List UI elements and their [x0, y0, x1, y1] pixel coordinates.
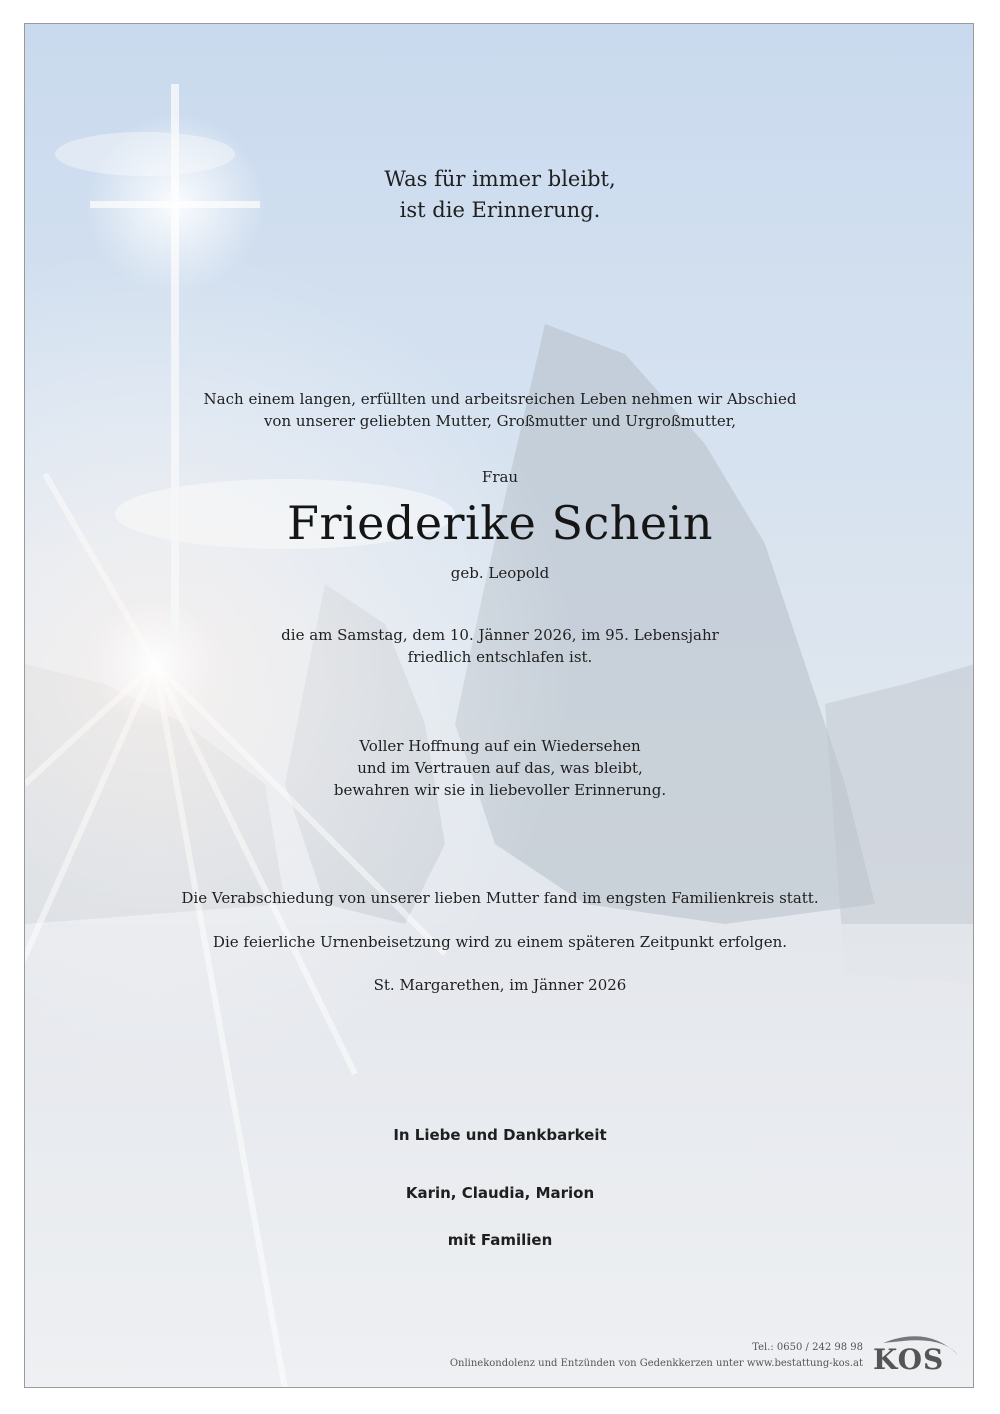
intro-text [25, 388, 974, 432]
urn-notice: Die feierliche Urnenbeisetzung wird zu einem späteren Zeitpunkt erfolgen. [212, 933, 788, 951]
death-notice [25, 624, 974, 668]
quote-line-2: ist die Erinnerung. [399, 198, 601, 222]
place-date: St. Margarethen, im Jänner 2026 [373, 976, 627, 994]
obituary-card [24, 23, 974, 1388]
farewell-notice: Die Verabschiedung von unserer lieben Mutter fand im engsten Familienkreis statt. [181, 889, 819, 907]
quote-line-1: Was für immer bleibt, [384, 167, 616, 191]
memorial-quote [25, 164, 974, 226]
deceased-name: Friederike Schein [287, 496, 713, 550]
death-line-1: die am Samstag, dem 10. Jänner 2026, im 95. Lebensjahr [281, 626, 719, 644]
intro-line-1: Nach einem langen, erfüllten und arbeitsreichen Leben nehmen wir Abschied [203, 390, 797, 408]
death-line-2: friedlich entschlafen ist. [407, 648, 593, 666]
signature-family: mit Familien [447, 1231, 553, 1249]
hope-line-3: bewahren wir sie in liebevoller Erinnerung. [333, 781, 667, 799]
signature-names: Karin, Claudia, Marion [405, 1184, 595, 1202]
hope-verse [25, 735, 974, 801]
contact-phone: Tel.: 0650 / 242 98 98 [752, 1342, 863, 1353]
hope-line-2: und im Vertrauen auf das, was bleibt, [357, 759, 643, 777]
online-condolence-link: Onlinekondolenz und Entzünden von Gedenkkerzen unter www.bestattung-kos.at [449, 1358, 863, 1369]
intro-line-2: von unserer geliebten Mutter, Großmutter und Urgroßmutter, [263, 412, 737, 430]
birth-name: geb. Leopold [450, 564, 550, 582]
signature-love: In Liebe und Dankbarkeit [393, 1126, 607, 1144]
salutation: Frau [481, 468, 519, 486]
hope-line-1: Voller Hoffnung auf ein Wiedersehen [359, 737, 641, 755]
logo-text: KOS [873, 1343, 945, 1376]
kos-logo [873, 1329, 963, 1379]
